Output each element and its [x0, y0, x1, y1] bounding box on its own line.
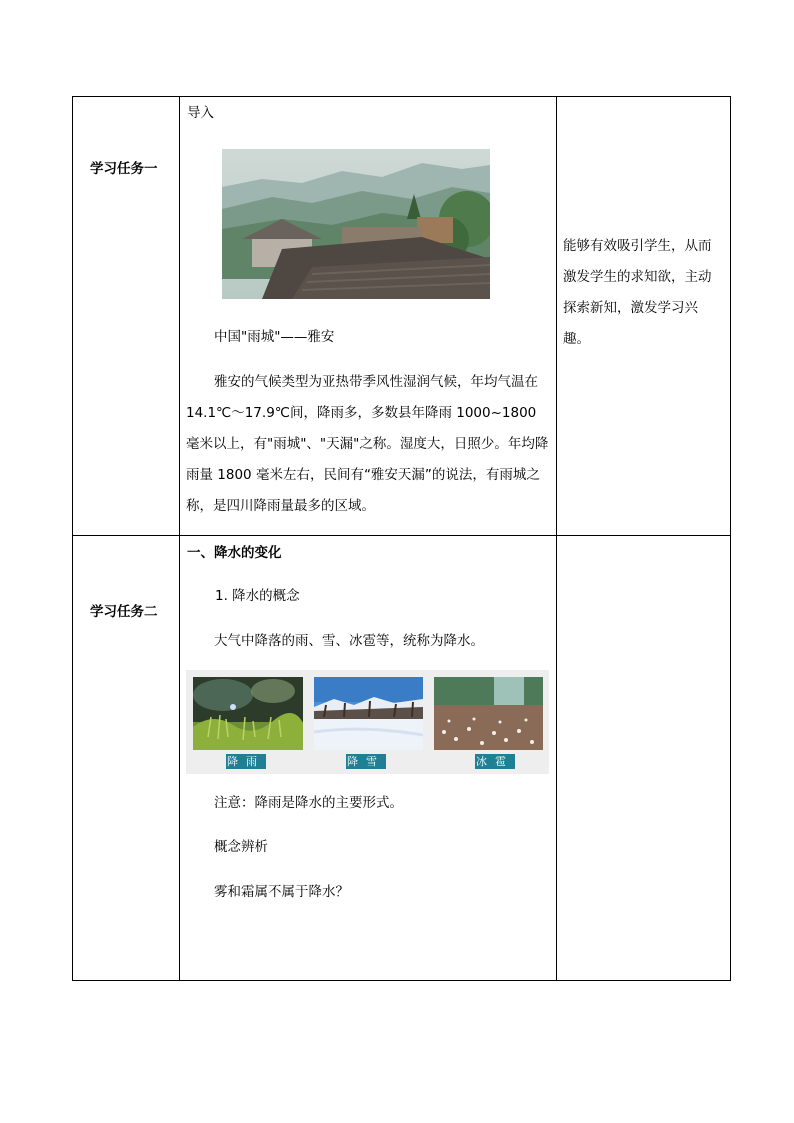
snow-label: 降雪 [347, 755, 385, 768]
yaan-paragraph: 雅安的气候类型为亚热带季风性湿润气候，年均气温在 14.1℃～17.9℃间，降雨多，多数县年降雨 1000~1800 毫米以上，有"雨城"、"天漏"之称。湿度大，日照少。年均降雨量 1800 毫米左右，民间有“雅安天漏”的说法，有雨城之称，是四川降雨量最多的区域。 [186, 374, 549, 514]
table-col-divider-2 [556, 96, 557, 981]
yaan-caption: 中国"雨城"——雅安 [214, 329, 335, 345]
table-border-right [730, 96, 731, 981]
precipitation-image-strip [186, 670, 549, 774]
row-label-task-2: 学习任务二 [90, 604, 158, 620]
table-col-divider-1 [179, 96, 180, 981]
concept-question: 雾和霜属不属于降水？ [214, 884, 349, 900]
snow-image [314, 677, 423, 750]
subsection-title: 1. 降水的概念 [215, 588, 300, 604]
hail-image [434, 677, 543, 750]
rain-label: 降雨 [227, 755, 265, 768]
table-border-top [72, 96, 731, 97]
precipitation-definition: 大气中降落的雨、雪、冰雹等，统称为降水。 [214, 633, 484, 649]
section-title: 一、降水的变化 [187, 545, 282, 561]
table-border-left [72, 96, 73, 981]
yaan-landscape-image [222, 149, 490, 299]
intro-heading: 导入 [187, 105, 214, 121]
attention-note: 注意：降雨是降水的主要形式。 [214, 795, 403, 811]
concept-heading: 概念辨析 [214, 839, 268, 855]
table-row-divider [72, 535, 731, 536]
rain-image [193, 677, 303, 750]
table-border-bottom [72, 980, 731, 981]
row-label-task-1: 学习任务一 [90, 161, 158, 177]
teaching-note: 能够有效吸引学生，从而激发学生的求知欲，主动探索新知，激发学习兴趣。 [563, 238, 712, 347]
hail-label: 冰雹 [476, 755, 514, 768]
